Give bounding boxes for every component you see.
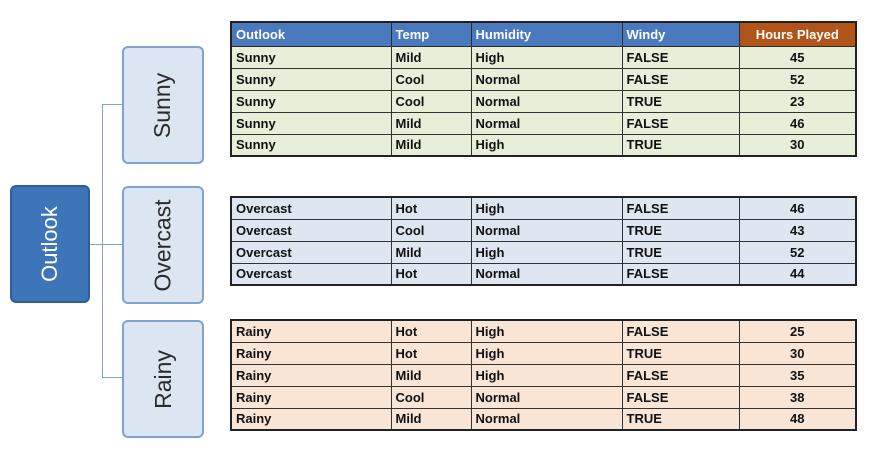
column-header-hours-played: Hours Played	[739, 22, 856, 46]
cell-humidity: Normal	[471, 263, 622, 285]
branch-node-sunny	[122, 46, 204, 164]
cell-outlook: Rainy	[231, 408, 391, 430]
cell-humidity: Normal	[471, 408, 622, 430]
cell-windy: TRUE	[622, 219, 739, 241]
cell-windy: TRUE	[622, 134, 739, 156]
sunny-table	[230, 21, 857, 157]
cell-hours-played: 30	[739, 342, 856, 364]
cell-hours-played: 45	[739, 46, 856, 68]
cell-windy: FALSE	[622, 263, 739, 285]
overcast-connector-line	[102, 244, 122, 245]
cell-windy: TRUE	[622, 241, 739, 263]
cell-temp: Mild	[391, 46, 471, 68]
cell-temp: Mild	[391, 241, 471, 263]
cell-outlook: Overcast	[231, 241, 391, 263]
cell-temp: Hot	[391, 263, 471, 285]
branch-node-overcast	[122, 186, 204, 304]
tree-trunk-line	[102, 104, 103, 377]
cell-outlook: Rainy	[231, 342, 391, 364]
cell-hours-played: 46	[739, 112, 856, 134]
cell-temp: Hot	[391, 197, 471, 219]
cell-windy: TRUE	[622, 408, 739, 430]
cell-temp: Hot	[391, 342, 471, 364]
cell-humidity: High	[471, 342, 622, 364]
cell-hours-played: 52	[739, 241, 856, 263]
table-row	[231, 386, 856, 408]
cell-hours-played: 44	[739, 263, 856, 285]
cell-windy: FALSE	[622, 320, 739, 342]
cell-temp: Mild	[391, 408, 471, 430]
table-row	[231, 320, 856, 342]
table-row	[231, 90, 856, 112]
cell-windy: FALSE	[622, 364, 739, 386]
cell-temp: Mild	[391, 134, 471, 156]
branch-node-label: Sunny	[149, 72, 176, 138]
cell-humidity: High	[471, 134, 622, 156]
cell-windy: FALSE	[622, 197, 739, 219]
branch-node-rainy	[122, 320, 204, 438]
branch-node-label: Overcast	[149, 198, 176, 292]
cell-hours-played: 35	[739, 364, 856, 386]
root-node-label: Outlook	[36, 206, 62, 282]
root-node-outlook	[10, 185, 90, 303]
rainy-connector-line	[102, 377, 122, 378]
table-row	[231, 241, 856, 263]
cell-outlook: Overcast	[231, 219, 391, 241]
table-row	[231, 134, 856, 156]
cell-outlook: Sunny	[231, 134, 391, 156]
column-header-humidity: Humidity	[471, 22, 622, 46]
cell-humidity: Normal	[471, 386, 622, 408]
table-row	[231, 364, 856, 386]
table-row	[231, 219, 856, 241]
cell-hours-played: 48	[739, 408, 856, 430]
column-header-outlook: Outlook	[231, 22, 391, 46]
cell-temp: Cool	[391, 386, 471, 408]
cell-humidity: High	[471, 197, 622, 219]
overcast-table	[230, 196, 857, 286]
table-row	[231, 263, 856, 285]
cell-humidity: Normal	[471, 112, 622, 134]
cell-temp: Cool	[391, 68, 471, 90]
cell-humidity: High	[471, 46, 622, 68]
cell-outlook: Rainy	[231, 386, 391, 408]
column-header-temp: Temp	[391, 22, 471, 46]
cell-outlook: Overcast	[231, 263, 391, 285]
rainy-table	[230, 319, 857, 431]
table-row	[231, 408, 856, 430]
branch-node-label: Rainy	[149, 349, 176, 409]
cell-windy: FALSE	[622, 386, 739, 408]
column-header-windy: Windy	[622, 22, 739, 46]
cell-outlook: Rainy	[231, 364, 391, 386]
cell-windy: FALSE	[622, 112, 739, 134]
cell-humidity: High	[471, 320, 622, 342]
cell-temp: Cool	[391, 219, 471, 241]
table-header-row	[231, 22, 856, 46]
cell-outlook: Sunny	[231, 46, 391, 68]
cell-humidity: Normal	[471, 90, 622, 112]
cell-temp: Mild	[391, 364, 471, 386]
cell-humidity: Normal	[471, 68, 622, 90]
table-row	[231, 197, 856, 219]
cell-temp: Cool	[391, 90, 471, 112]
cell-temp: Mild	[391, 112, 471, 134]
cell-outlook: Overcast	[231, 197, 391, 219]
cell-temp: Hot	[391, 320, 471, 342]
cell-hours-played: 38	[739, 386, 856, 408]
cell-windy: TRUE	[622, 90, 739, 112]
cell-outlook: Sunny	[231, 68, 391, 90]
cell-outlook: Rainy	[231, 320, 391, 342]
cell-humidity: High	[471, 364, 622, 386]
table-row	[231, 68, 856, 90]
cell-windy: FALSE	[622, 68, 739, 90]
table-row	[231, 342, 856, 364]
cell-hours-played: 30	[739, 134, 856, 156]
cell-humidity: Normal	[471, 219, 622, 241]
cell-hours-played: 43	[739, 219, 856, 241]
sunny-connector-line	[102, 104, 122, 105]
cell-outlook: Sunny	[231, 112, 391, 134]
cell-humidity: High	[471, 241, 622, 263]
cell-hours-played: 46	[739, 197, 856, 219]
cell-outlook: Sunny	[231, 90, 391, 112]
table-row	[231, 46, 856, 68]
cell-hours-played: 52	[739, 68, 856, 90]
cell-hours-played: 25	[739, 320, 856, 342]
cell-windy: TRUE	[622, 342, 739, 364]
table-row	[231, 112, 856, 134]
cell-hours-played: 23	[739, 90, 856, 112]
cell-windy: FALSE	[622, 46, 739, 68]
